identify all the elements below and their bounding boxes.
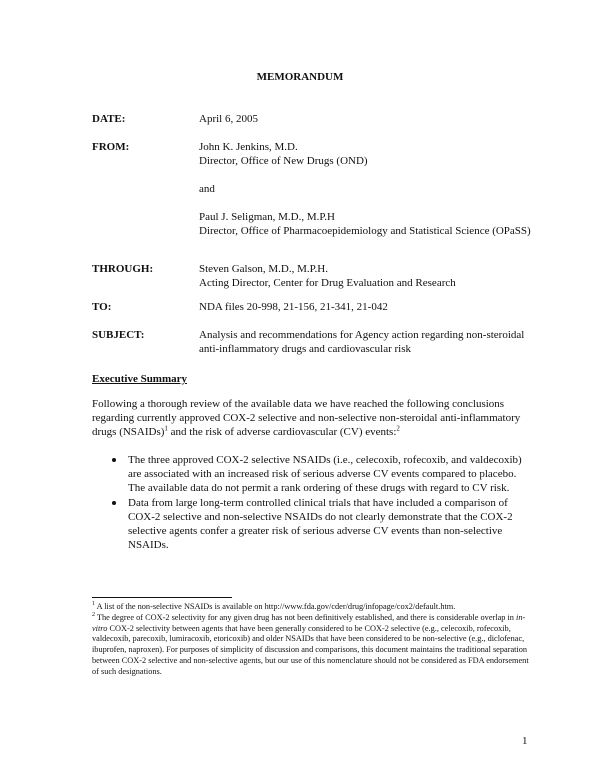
footnote-1-text: A list of the non-selective NSAIDs is available on http://www.fda.gov/cder/drug/infopage/cox2/default.htm. (95, 602, 456, 611)
to-label: TO: (92, 301, 112, 313)
from-person1-name: John K. Jenkins, M.D. (199, 141, 298, 153)
date-value: April 6, 2005 (199, 113, 258, 125)
from-person2-name: Paul J. Seligman, M.D., M.P.H (199, 211, 335, 223)
footnote-divider (92, 597, 232, 598)
conclusions-list (112, 453, 522, 553)
intro-text-part1: Following a thorough review of the available data we have reached the following conclusions regarding currently approved COX-2 selective and non-selective non-steroidal anti-inflammatory drugs (NSAIDs) (92, 398, 521, 438)
from-value (199, 140, 534, 238)
through-value (199, 262, 534, 290)
footnote-2-italic: in-vitro (92, 612, 526, 633)
from-and: and (199, 183, 215, 195)
executive-summary-heading: Executive Summary (92, 373, 188, 385)
footnote-2-text-part1: The degree of COX-2 selectivity for any given drug has not been definitively established, and there is considerable overlap in (95, 612, 517, 622)
from-person2-title: Director, Office of Pharmacoepidemiology and Statistical Science (OPaSS) (199, 225, 531, 237)
list-item (112, 453, 522, 495)
bullet-icon (112, 458, 116, 462)
list-item-text: Data from large long-term controlled clinical trials that have included a comparison of COX-2 selective and non-selective NSAIDs do not clearly demonstrate that the COX-2 selective agents confer a greater risk of serious adverse CV events than non-selective NSAIDs. (128, 497, 513, 551)
subject-value: Analysis and recommendations for Agency action regarding non-steroidal anti-inflammatory drugs and cardiovascular risk (199, 329, 525, 355)
footnotes (92, 602, 532, 678)
page-number: 1 (522, 735, 528, 747)
list-item (112, 496, 522, 552)
footnote-1 (92, 602, 532, 613)
through-label: THROUGH: (92, 263, 154, 275)
bullet-icon (112, 501, 116, 505)
subject-label: SUBJECT: (92, 329, 145, 341)
footnote-ref-2: 2 (396, 424, 400, 433)
intro-text-part2: and the risk of adverse cardiovascular (CV) events: (167, 426, 397, 438)
footnote-2 (92, 613, 532, 678)
to-value: NDA files 20-998, 21-156, 21-341, 21-042 (199, 301, 388, 313)
through-title: Acting Director, Center for Drug Evaluation and Research (199, 277, 456, 289)
footnote-2-text-part2: COX-2 selectivity between agents that have been generally considered to be COX-2 selective (e.g., celecoxib, rofecoxib, valdecoxib, parecoxib, lumiracoxib, etoricoxib) and older NSAIDs that have been considered to be non-selective (e.g., diclofenac, ibuprofen, naproxen). For purposes of simplicity of discussion and comparisons, this document maintains the traditional separation between COX-2 selective and non-selective agents, but our use of this nomenclature should not be considered as FDA endorsement of such designations. (92, 623, 529, 676)
from-person1-title: Director, Office of New Drugs (OND) (199, 155, 368, 167)
footnote-ref-1: 1 (164, 424, 168, 433)
date-label: DATE: (92, 113, 126, 125)
footnote-2-mark: 2 (92, 612, 95, 619)
footnote-1-mark: 1 (92, 601, 95, 608)
through-name: Steven Galson, M.D., M.P.H. (199, 263, 328, 275)
executive-summary-intro (92, 397, 522, 439)
list-item-text: The three approved COX-2 selective NSAIDs (i.e., celecoxib, rofecoxib, and valdecoxib) are associated with an increased risk of serious adverse CV events compared to placebo. The available data do not permit a rank ordering of these drugs with regard to CV risk. (128, 454, 522, 494)
page-title: MEMORANDUM (256, 71, 344, 83)
from-label: FROM: (92, 141, 130, 153)
